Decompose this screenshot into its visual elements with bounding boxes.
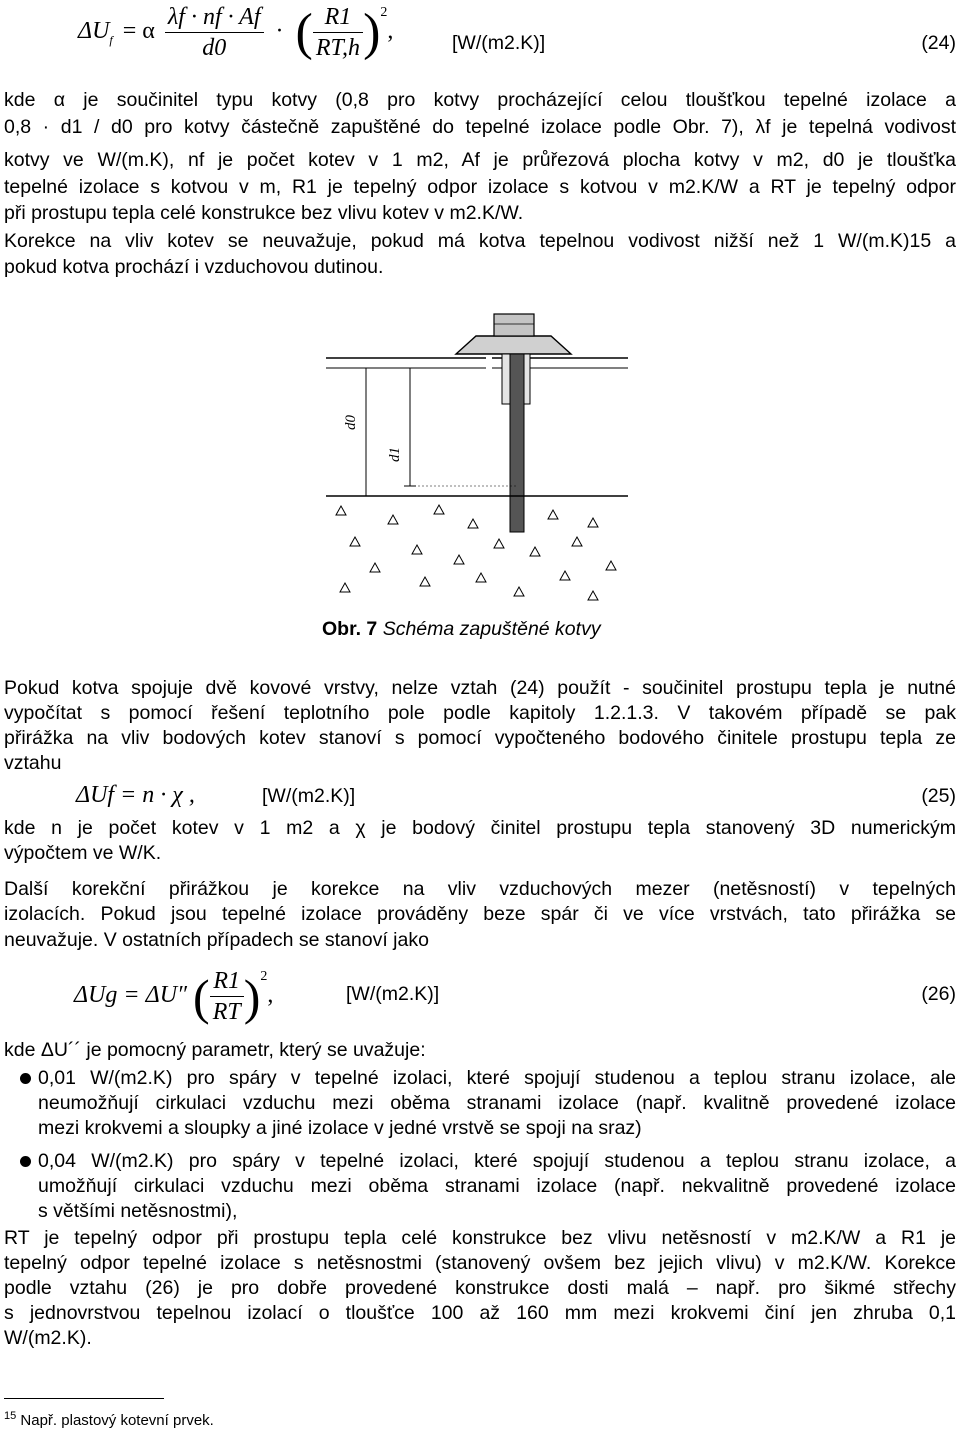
eq24-exponent: 2 [380, 5, 388, 21]
para1-line-5: při prostupu tepla celé konstrukce bez vlivu kotev v m2.K/W. [4, 202, 524, 224]
para1-line-2: 0,8 · d1 / d0 pro kotvy částečně zapuštěné do tepelné izolace podle Obr. 7), λf je tepelná vodivost [4, 116, 956, 138]
bullet1-line-3: mezi krokvemi a sloupky a jiné izolace v jedné vrstvě se spoji na sraz) [38, 1117, 642, 1139]
eq24-ratio-num: R1 [324, 4, 352, 30]
para3-line-2: vypočítat s pomocí řešení teplotního pole podle kapitoly 1.2.1.3. V takovém případě se pak [4, 702, 956, 724]
label-d0: d0 [343, 415, 359, 430]
para7-line-4: s jednovrstvou tepelnou izolací o tloušťce 100 až 160 mm mezi krokvemi činí jen zhruba 0,1 [4, 1302, 956, 1324]
para5-line-2: izolacích. Pokud jsou tepelné izolace prováděny beze spár či ve více vrstvách, tato přirážka se [4, 903, 956, 925]
para1-line-4: tepelné izolace s kotvou v m, R1 je tepelný odpor izolace s kotvou v m2.K/W a RT je tepelný odpor [4, 176, 956, 198]
anchor-cap [494, 314, 534, 336]
eq26-ratio-den: RT [210, 996, 244, 1027]
eq24-equals-alpha: = α [122, 18, 155, 45]
eq26-ratio [210, 966, 244, 1027]
para2-line-2: pokud kotva prochází i vzduchovou dutinou. [4, 256, 384, 278]
bullet-dot-2 [20, 1156, 31, 1167]
bullet2-line-3: s většími netěsnostmi), [38, 1200, 238, 1222]
eq26-paren-right: ) [243, 968, 261, 1025]
figure-caption-number: Obr. 7 [322, 618, 378, 640]
equation-26 [74, 966, 273, 1027]
para7-line-3: podle vztahu (26) je pro dobře provedené konstrukce dosti malá – např. pro šikmé střechy [4, 1277, 956, 1299]
eq25-expression: ΔUf = n · χ , [76, 782, 195, 808]
bullet2-line-2: umožňují cirkulaci vzduchu mezi oběma stranami izolace (např. nekvalitně provedené izolace [38, 1175, 956, 1197]
bullet-dot-1 [20, 1073, 31, 1084]
para3-line-4: vztahu [4, 752, 62, 774]
eq26-number: (26) [921, 983, 956, 1005]
anchor-diagram-svg [326, 310, 628, 610]
eq25-unit: [W/(m2.K)] [262, 785, 356, 807]
eq24-denominator: d0 [165, 32, 264, 63]
eq24-paren-left: ( [295, 3, 313, 61]
eq26-exponent: 2 [260, 969, 268, 985]
para7-line-5: W/(m2.K). [4, 1327, 92, 1349]
anchor-head [456, 336, 571, 354]
para7-line-1: RT je tepelný odpor při prostupu tepla celé konstrukce bez vlivu netěsností v m2.K/W a R1 je [4, 1227, 956, 1249]
figure-caption-text: Schéma zapuštěné kotvy [377, 618, 601, 640]
anchor-shaft [510, 354, 524, 532]
eq26-ratio-num: R1 [213, 968, 241, 994]
footnote [4, 1412, 214, 1429]
eq26-lhs: ΔUg = ΔU″ [74, 982, 188, 1009]
para1-line-1: kde α je součinitel typu kotvy (0,8 pro kotvy procházející celou tloušťkou tepelné izolace a [4, 89, 956, 111]
eq24-ratio [313, 2, 363, 63]
eq24-ratio-den: RT,h [313, 32, 363, 63]
eq24-number: (24) [921, 32, 956, 54]
eq24-dot: · [275, 18, 284, 45]
para4-line-2: výpočtem ve W/K. [4, 842, 162, 864]
bullet2-line-1: 0,04 W/(m2.K) pro spáry v tepelné izolaci, které spojují studenou a teplou stranu izolace, a [38, 1150, 956, 1172]
para5-line-3: neuvažuje. V ostatních případech se stanoví jako [4, 929, 429, 951]
para1-line-3: kotvy ve W/(m.K), nf je počet kotev v 1 m2, Af je průřezová plocha kotvy v m2, d0 je tloušťka [4, 149, 956, 171]
bullet1-line-2: neumožňují cirkulaci vzduchu mezi oběma stranami izolace (např. kvalitně provedené izolace [38, 1092, 956, 1114]
label-d1: d1 [387, 447, 403, 462]
eq24-numerator: λf · nf · Af [167, 4, 261, 30]
eq26-comma: , [267, 982, 274, 1009]
substrate-aggregate-triangles [336, 505, 616, 600]
para3-line-3: přirážka na vliv bodových kotev stanoví s pomocí vypočteného bodového činitele prostupu tepla ze [4, 727, 956, 749]
eq24-paren-right: ) [363, 3, 381, 61]
para7-line-2: tepelný odpor tepelné izolace s netěsnostmi (stanovený ovšem bez jejich vlivu) v m2.K/W. Korekce [4, 1252, 956, 1274]
eq24-lhs: ΔU [78, 18, 110, 45]
eq24-fraction [165, 2, 264, 63]
eq25-number: (25) [921, 785, 956, 807]
figure-anchor-diagram [326, 310, 628, 610]
eq26-unit: [W/(m2.K)] [346, 983, 440, 1005]
figure-caption [322, 618, 601, 641]
eq24-unit: [W/(m2.K)] [452, 32, 546, 54]
eq26-paren-left: ( [193, 968, 210, 1025]
footnote-rule [4, 1398, 164, 1399]
equation-24 [78, 2, 393, 63]
para6-line: kde ΔU´´ je pomocný parametr, který se uvažuje: [4, 1039, 426, 1061]
para2-line-1: Korekce na vliv kotev se neuvažuje, pokud má kotva tepelnou vodivost nižší než 1 W/(m.K)15 a [4, 230, 956, 252]
footnote-mark: 15 [4, 1410, 17, 1422]
eq24-lhs-sub: f [109, 32, 113, 47]
para4-line-1: kde n je počet kotev v 1 m2 a χ je bodový činitel prostupu tepla stanovený 3D numerickým [4, 817, 956, 839]
para3-line-1: Pokud kotva spojuje dvě kovové vrstvy, nelze vztah (24) použít - součinitel prostupu tepla je nutné [4, 677, 956, 699]
footnote-text: Např. plastový kotevní prvek. [16, 1412, 214, 1429]
eq24-comma: , [387, 18, 394, 45]
bullet1-line-1: 0,01 W/(m2.K) pro spáry v tepelné izolaci, které spojují studenou a teplou stranu izolace, ale [38, 1067, 956, 1089]
para5-line-1: Další korekční přirážkou je korekce na vliv vzduchových mezer (netěsností) v tepelných [4, 878, 956, 900]
